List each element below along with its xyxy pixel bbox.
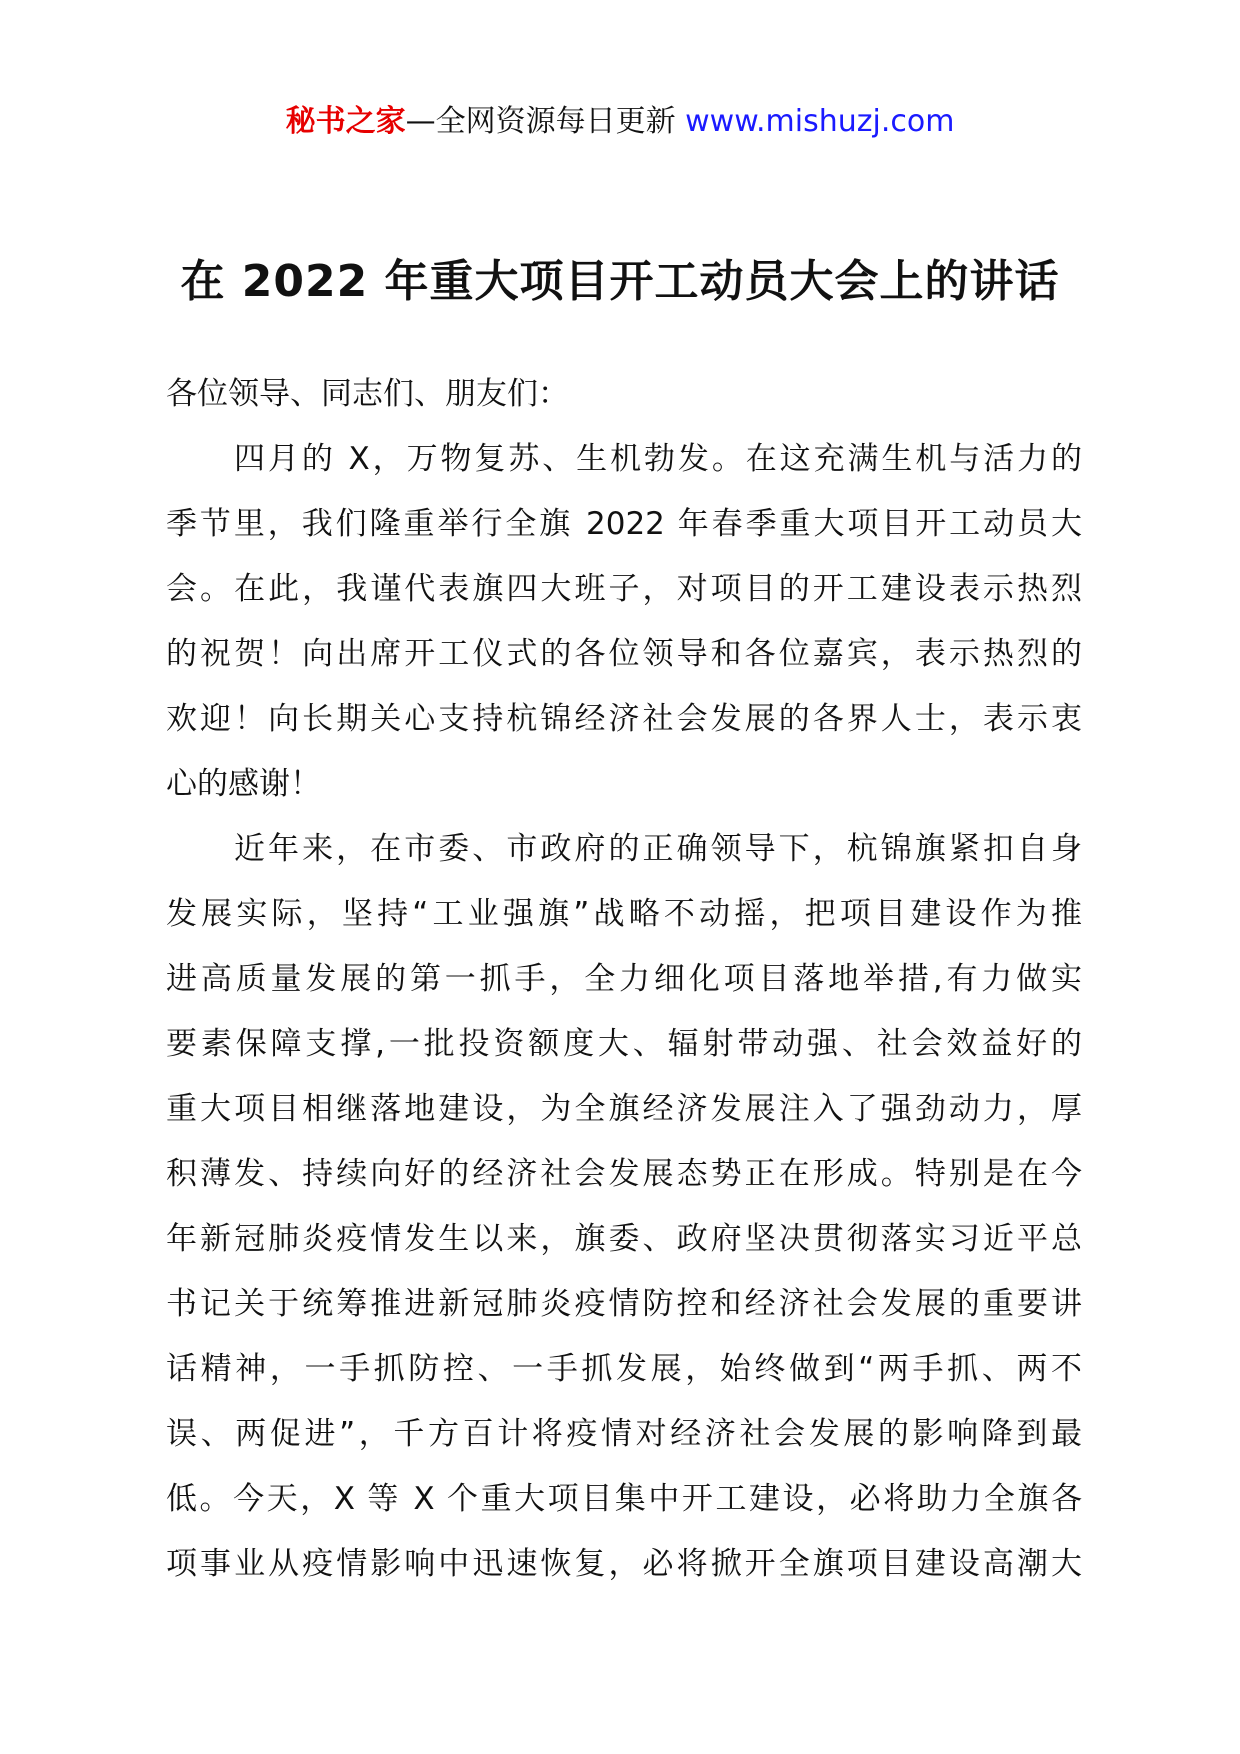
paragraph-line: 会。在此，我谨代表旗四大班子，对项目的开工建设表示热烈 xyxy=(166,571,1082,607)
paragraph-line: 近年来，在市委、市政府的正确领导下，杭锦旗紧扣自身 xyxy=(234,831,1082,867)
document-body xyxy=(166,362,1082,1597)
site-header xyxy=(0,100,1240,144)
paragraph-line: 季节里，我们隆重举行全旗 2022 年春季重大项目开工动员大 xyxy=(166,506,1082,542)
paragraph-2 xyxy=(166,817,1082,1597)
paragraph-line: 重大项目相继落地建设，为全旗经济发展注入了强劲动力，厚 xyxy=(166,1091,1082,1127)
paragraph-line: 发展实际，坚持“工业强旗”战略不动摇，把项目建设作为推 xyxy=(166,896,1082,932)
site-brand: 秘书之家 xyxy=(285,104,406,139)
paragraph-line: 书记关于统筹推进新冠肺炎疫情防控和经济社会发展的重要讲 xyxy=(166,1286,1082,1322)
paragraph-line: 的祝贺！向出席开工仪式的各位领导和各位嘉宾，表示热烈的 xyxy=(166,636,1082,672)
paragraph-line: 四月的 X，万物复苏、生机勃发。在这充满生机与活力的 xyxy=(234,441,1082,477)
paragraph-line: 欢迎！向长期关心支持杭锦经济社会发展的各界人士，表示衷 xyxy=(166,701,1082,737)
paragraph-line: 低。今天，X 等 X 个重大项目集中开工建设，必将助力全旗各 xyxy=(166,1481,1082,1517)
paragraph-line: 心的感谢！ xyxy=(166,766,321,802)
salutation: 各位领导、同志们、朋友们： xyxy=(166,376,569,412)
document-title: 在 2022 年重大项目开工动员大会上的讲话 xyxy=(180,256,1060,307)
paragraph-line: 误、两促进”，千方百计将疫情对经济社会发展的影响降到最 xyxy=(166,1416,1082,1452)
site-url-link[interactable]: www.mishuzj.com xyxy=(685,104,955,139)
site-tagline: —全网资源每日更新 xyxy=(405,104,676,139)
paragraph-line: 年新冠肺炎疫情发生以来，旗委、政府坚决贯彻落实习近平总 xyxy=(166,1221,1082,1257)
paragraph-line: 要素保障支撑,一批投资额度大、辐射带动强、社会效益好的 xyxy=(166,1026,1082,1062)
paragraph-line: 进高质量发展的第一抓手，全力细化项目落地举措,有力做实 xyxy=(166,961,1082,997)
paragraph-1 xyxy=(166,427,1082,817)
paragraph-line: 项事业从疫情影响中迅速恢复，必将掀开全旗项目建设高潮大 xyxy=(166,1546,1082,1582)
paragraph-line: 话精神，一手抓防控、一手抓发展，始终做到“两手抓、两不 xyxy=(166,1351,1082,1387)
paragraph-line: 积薄发、持续向好的经济社会发展态势正在形成。特别是在今 xyxy=(166,1156,1082,1192)
